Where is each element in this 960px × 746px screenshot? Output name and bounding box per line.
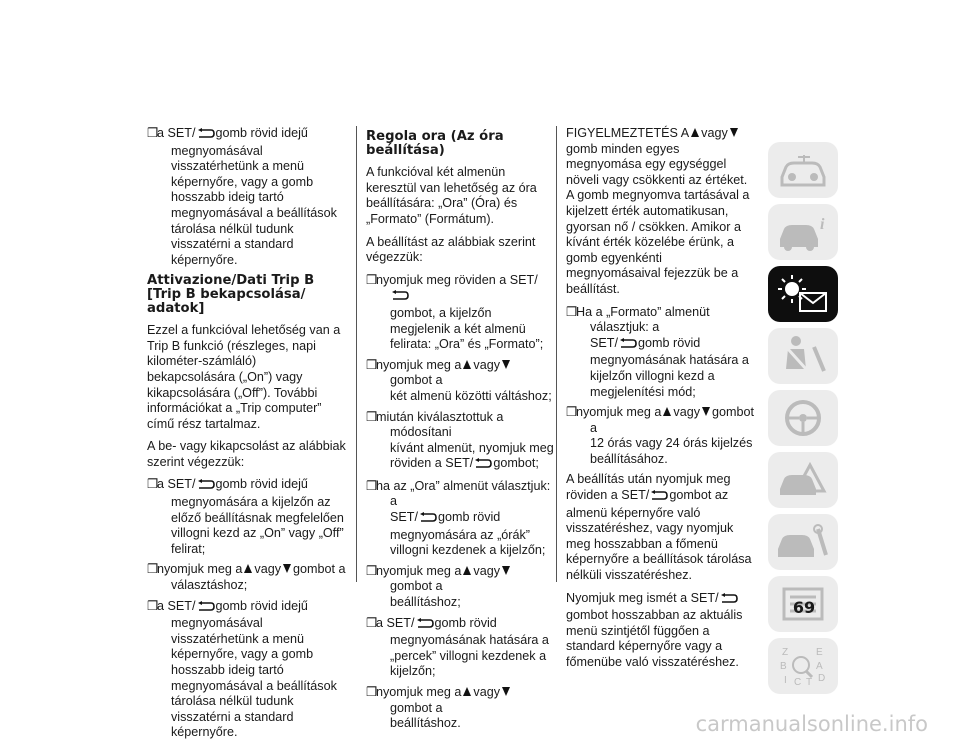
bullet-text: a SET/	[157, 477, 196, 492]
index-letter: C	[794, 677, 802, 688]
tab-safety[interactable]	[768, 328, 838, 384]
index-letter: T	[806, 677, 813, 688]
paragraph: A be- vagy kikapcsolást az alábbiak szerint végezzük:	[147, 439, 346, 469]
bullet-box: ❒	[366, 563, 378, 578]
up-arrow-icon	[463, 687, 471, 696]
bullet-text: gombot;	[493, 456, 539, 471]
column-divider	[556, 126, 557, 582]
bullet-text: gomb rövid idejű	[215, 598, 308, 613]
bullet-text: Ha a „Formato” almenüt választjuk: a	[576, 304, 710, 335]
return-arrow-icon	[197, 601, 215, 617]
bullet-text: gomb rövid megnyomására az „órák” villogni kezdenek a kijelzőn;	[390, 510, 546, 558]
bullet-text: gombot a	[390, 373, 443, 388]
bullet-box: ❒	[147, 562, 159, 577]
return-arrow-icon	[416, 618, 434, 634]
bullet-text: nyomjuk meg röviden a SET/	[376, 272, 538, 287]
tab-dashboard[interactable]	[768, 142, 838, 198]
bullet-item	[566, 405, 756, 467]
bullet-text: megnyomásának hatására a „percek” villogni kezdenek a kijelzőn;	[390, 633, 549, 679]
bullet-text: gombot, a kijelzőn megjelenik a két almenü felirata: „Ora” és „Formato”;	[390, 305, 544, 352]
car-wrench-icon	[774, 519, 832, 565]
bullet-item	[566, 305, 756, 401]
bullet-text: SET/	[590, 335, 618, 350]
tab-driving[interactable]	[768, 390, 838, 446]
bullet-box: ❒	[366, 478, 378, 493]
bullet-text: a SET/	[157, 598, 196, 613]
bullet-text: beállításhoz;	[390, 595, 461, 610]
return-arrow-icon	[197, 128, 215, 144]
tab-emergency[interactable]	[768, 452, 838, 508]
car-dashboard-icon	[774, 147, 832, 193]
paragraph	[566, 591, 756, 671]
down-arrow-icon	[502, 687, 510, 696]
bullet-text: megnyomásával visszatérhetünk a menü képernyőre, vagy a gomb hosszabb ideig tartó megnyomásával a beállítások tárolása nélkül tudunk visszatérni a standard képernyőre.	[171, 143, 337, 267]
bullet-text: miután kiválasztottuk a módosítani	[376, 409, 504, 440]
page-number: 69	[792, 598, 816, 617]
bullet-item	[366, 358, 554, 405]
index-letter: I	[784, 675, 787, 686]
paragraph: Ezzel a funkcióval lehetőség van a Trip B funkció (részleges, napi kilométer-számláló) bekapcsolására („On”) vagy kikapcsolására („Off”). További információkat a „Trip computer” című rész tartalmaz.	[147, 323, 341, 431]
bullet-text: választáshoz;	[171, 578, 248, 593]
bullet-item	[147, 562, 347, 593]
warning-car-icon	[774, 457, 832, 503]
return-arrow-icon	[619, 338, 637, 354]
paragraph	[566, 472, 756, 583]
column-divider	[356, 126, 357, 582]
bullet-text: a SET/	[376, 615, 415, 630]
return-arrow-icon	[650, 490, 668, 506]
bullet-text: nyomjuk meg a	[376, 563, 462, 578]
steering-wheel-icon	[774, 395, 832, 441]
bullet-item	[366, 479, 554, 559]
bullet-text: vagy	[254, 562, 282, 577]
bullet-text: vagy	[473, 357, 501, 372]
column-1	[147, 126, 347, 746]
car-info-icon	[774, 209, 832, 255]
column-3	[566, 126, 756, 678]
bullet-box: ❒	[366, 685, 378, 699]
paragraph-text: vagy	[701, 126, 728, 140]
up-arrow-icon	[691, 128, 699, 137]
bullet-text: beállításhoz.	[390, 716, 461, 731]
paragraph: A funkcióval két almenün keresztül van lehetőség az óra beállítására: „Ora” (Óra) és „Formato” (Formátum).	[366, 165, 537, 226]
section-heading: Attivazione/Dati Trip B [Trip B bekapcsolása/ adatok]	[147, 273, 315, 316]
bullet-text: megnyomásával visszatérhetünk a menü képernyőre, vagy a gomb hosszabb ideig tartó megnyomásával a beállítások tárolása nélkül tudunk visszatérni a standard képernyőre.	[171, 616, 337, 740]
return-arrow-icon	[419, 512, 437, 528]
paragraph-text: A beállítás után nyomjuk meg röviden a SET/	[566, 472, 731, 503]
down-arrow-icon	[502, 360, 510, 369]
paragraph-text: FIGYELMEZTETÉS A	[566, 126, 690, 140]
bullet-item	[366, 564, 554, 611]
bullet-box: ❒	[566, 405, 578, 420]
bullet-text: vagy	[673, 405, 701, 420]
bullet-box: ❒	[366, 272, 378, 287]
bullet-text: gomb rövid	[434, 615, 497, 630]
tab-car-info[interactable]	[768, 204, 838, 260]
bullet-text: a SET/	[157, 126, 196, 140]
paragraph-text: Nyomjuk meg ismét a SET/	[566, 590, 719, 605]
bullet-box: ❒	[566, 304, 578, 319]
bullet-text: ha az „Ora” almenüt választjuk: a	[376, 478, 551, 509]
bullet-text: kívánt almenüt, nyomjuk meg röviden a SET/	[390, 440, 554, 471]
tab-lights-messages[interactable]	[768, 266, 838, 322]
bullet-box: ❒	[366, 409, 378, 424]
seatbelt-person-icon	[774, 333, 832, 379]
alphabet-index-icon	[774, 643, 832, 689]
bullet-text: gombot a	[293, 562, 346, 577]
up-arrow-icon	[663, 407, 671, 416]
bullet-text: gomb rövid idejű	[215, 477, 308, 492]
bullet-box: ❒	[147, 126, 159, 140]
tab-maintenance[interactable]	[768, 514, 838, 570]
bullet-item	[366, 616, 554, 680]
bullet-text: nyomjuk meg a	[157, 562, 243, 577]
light-envelope-icon	[774, 271, 832, 317]
paragraph: A beállítást az alábbiak szerint végezzük:	[366, 234, 536, 265]
down-arrow-icon	[502, 566, 510, 575]
bullet-text: 12 órás vagy 24 órás kijelzés beállításához.	[590, 436, 753, 466]
bullet-text: nyomjuk meg a	[376, 685, 462, 699]
return-arrow-icon	[197, 479, 215, 495]
bullet-box: ❒	[147, 477, 159, 492]
column-2	[366, 126, 554, 737]
bullet-text: SET/	[390, 510, 418, 525]
tab-index[interactable]	[768, 638, 838, 694]
bullet-text: nyomjuk meg a	[376, 357, 462, 372]
bullet-text: nyomjuk meg a	[576, 405, 662, 420]
bullet-box: ❒	[147, 598, 159, 613]
bullet-item	[366, 273, 554, 353]
bullet-text: két almenü közötti váltáshoz;	[390, 388, 552, 403]
bullet-text: gombot a	[390, 579, 443, 594]
bullet-item	[147, 477, 347, 557]
paragraph-text: gombot az almenü képernyőre való visszatéréshez, vagy nyomjuk meg hosszabban a főmenü képernyőre a beállítások tárolása nélküli visszatéréshez.	[566, 488, 752, 583]
down-arrow-icon	[730, 128, 738, 137]
bullet-text: vagy	[473, 685, 501, 699]
bullet-text: gombot a	[390, 700, 443, 715]
watermark: carmanualsonline.info	[695, 712, 928, 736]
up-arrow-icon	[463, 360, 471, 369]
bullet-item	[366, 410, 554, 474]
bullet-text: gombot a	[590, 405, 755, 435]
bullet-box: ❒	[366, 615, 378, 630]
bullet-box: ❒	[366, 357, 378, 372]
return-arrow-icon	[391, 290, 409, 306]
index-letter: Z	[782, 647, 789, 658]
bullet-text: gomb rövid idejű	[215, 126, 308, 140]
index-letter: D	[818, 673, 826, 684]
bullet-text: vagy	[473, 563, 501, 578]
index-letter: B	[780, 661, 787, 672]
return-arrow-icon	[720, 593, 738, 609]
return-arrow-icon	[474, 458, 492, 474]
paragraph-text: gomb minden egyes megnyomása egy egységgel növeli vagy csökkenti az értéket. A gomb megnyomva tartásával a kijelzett érték automatikusan, gyorsan nő / csökken. Amikor a kívánt érték közelébe érünk, a gomb egyenkénti megnyomásaival fejezzük be a beállítást.	[566, 141, 750, 296]
up-arrow-icon	[463, 566, 471, 575]
up-arrow-icon	[244, 564, 252, 573]
svg-text:i: i	[820, 216, 825, 233]
section-heading: Regola ora (Az óra beállítása)	[366, 129, 504, 158]
bullet-text: megnyomására a kijelzőn az előző beállításnak megfelelően villogni kezd az „On” vagy „Off” felirat;	[171, 495, 344, 556]
paragraph-text: gombot hosszabban az aktuális menü szintjétől függően a standard képernyőre vagy a főmenübe való visszatéréshez.	[566, 608, 743, 669]
bullet-text: gomb rövid megnyomásának hatására a kijelzőn villogni kezd a megjelenítési mód;	[590, 335, 749, 399]
index-letter: E	[816, 647, 823, 658]
bullet-item	[147, 126, 347, 268]
paragraph	[566, 126, 756, 298]
down-arrow-icon	[702, 407, 710, 416]
down-arrow-icon	[283, 564, 291, 573]
index-letter: A	[816, 661, 823, 672]
